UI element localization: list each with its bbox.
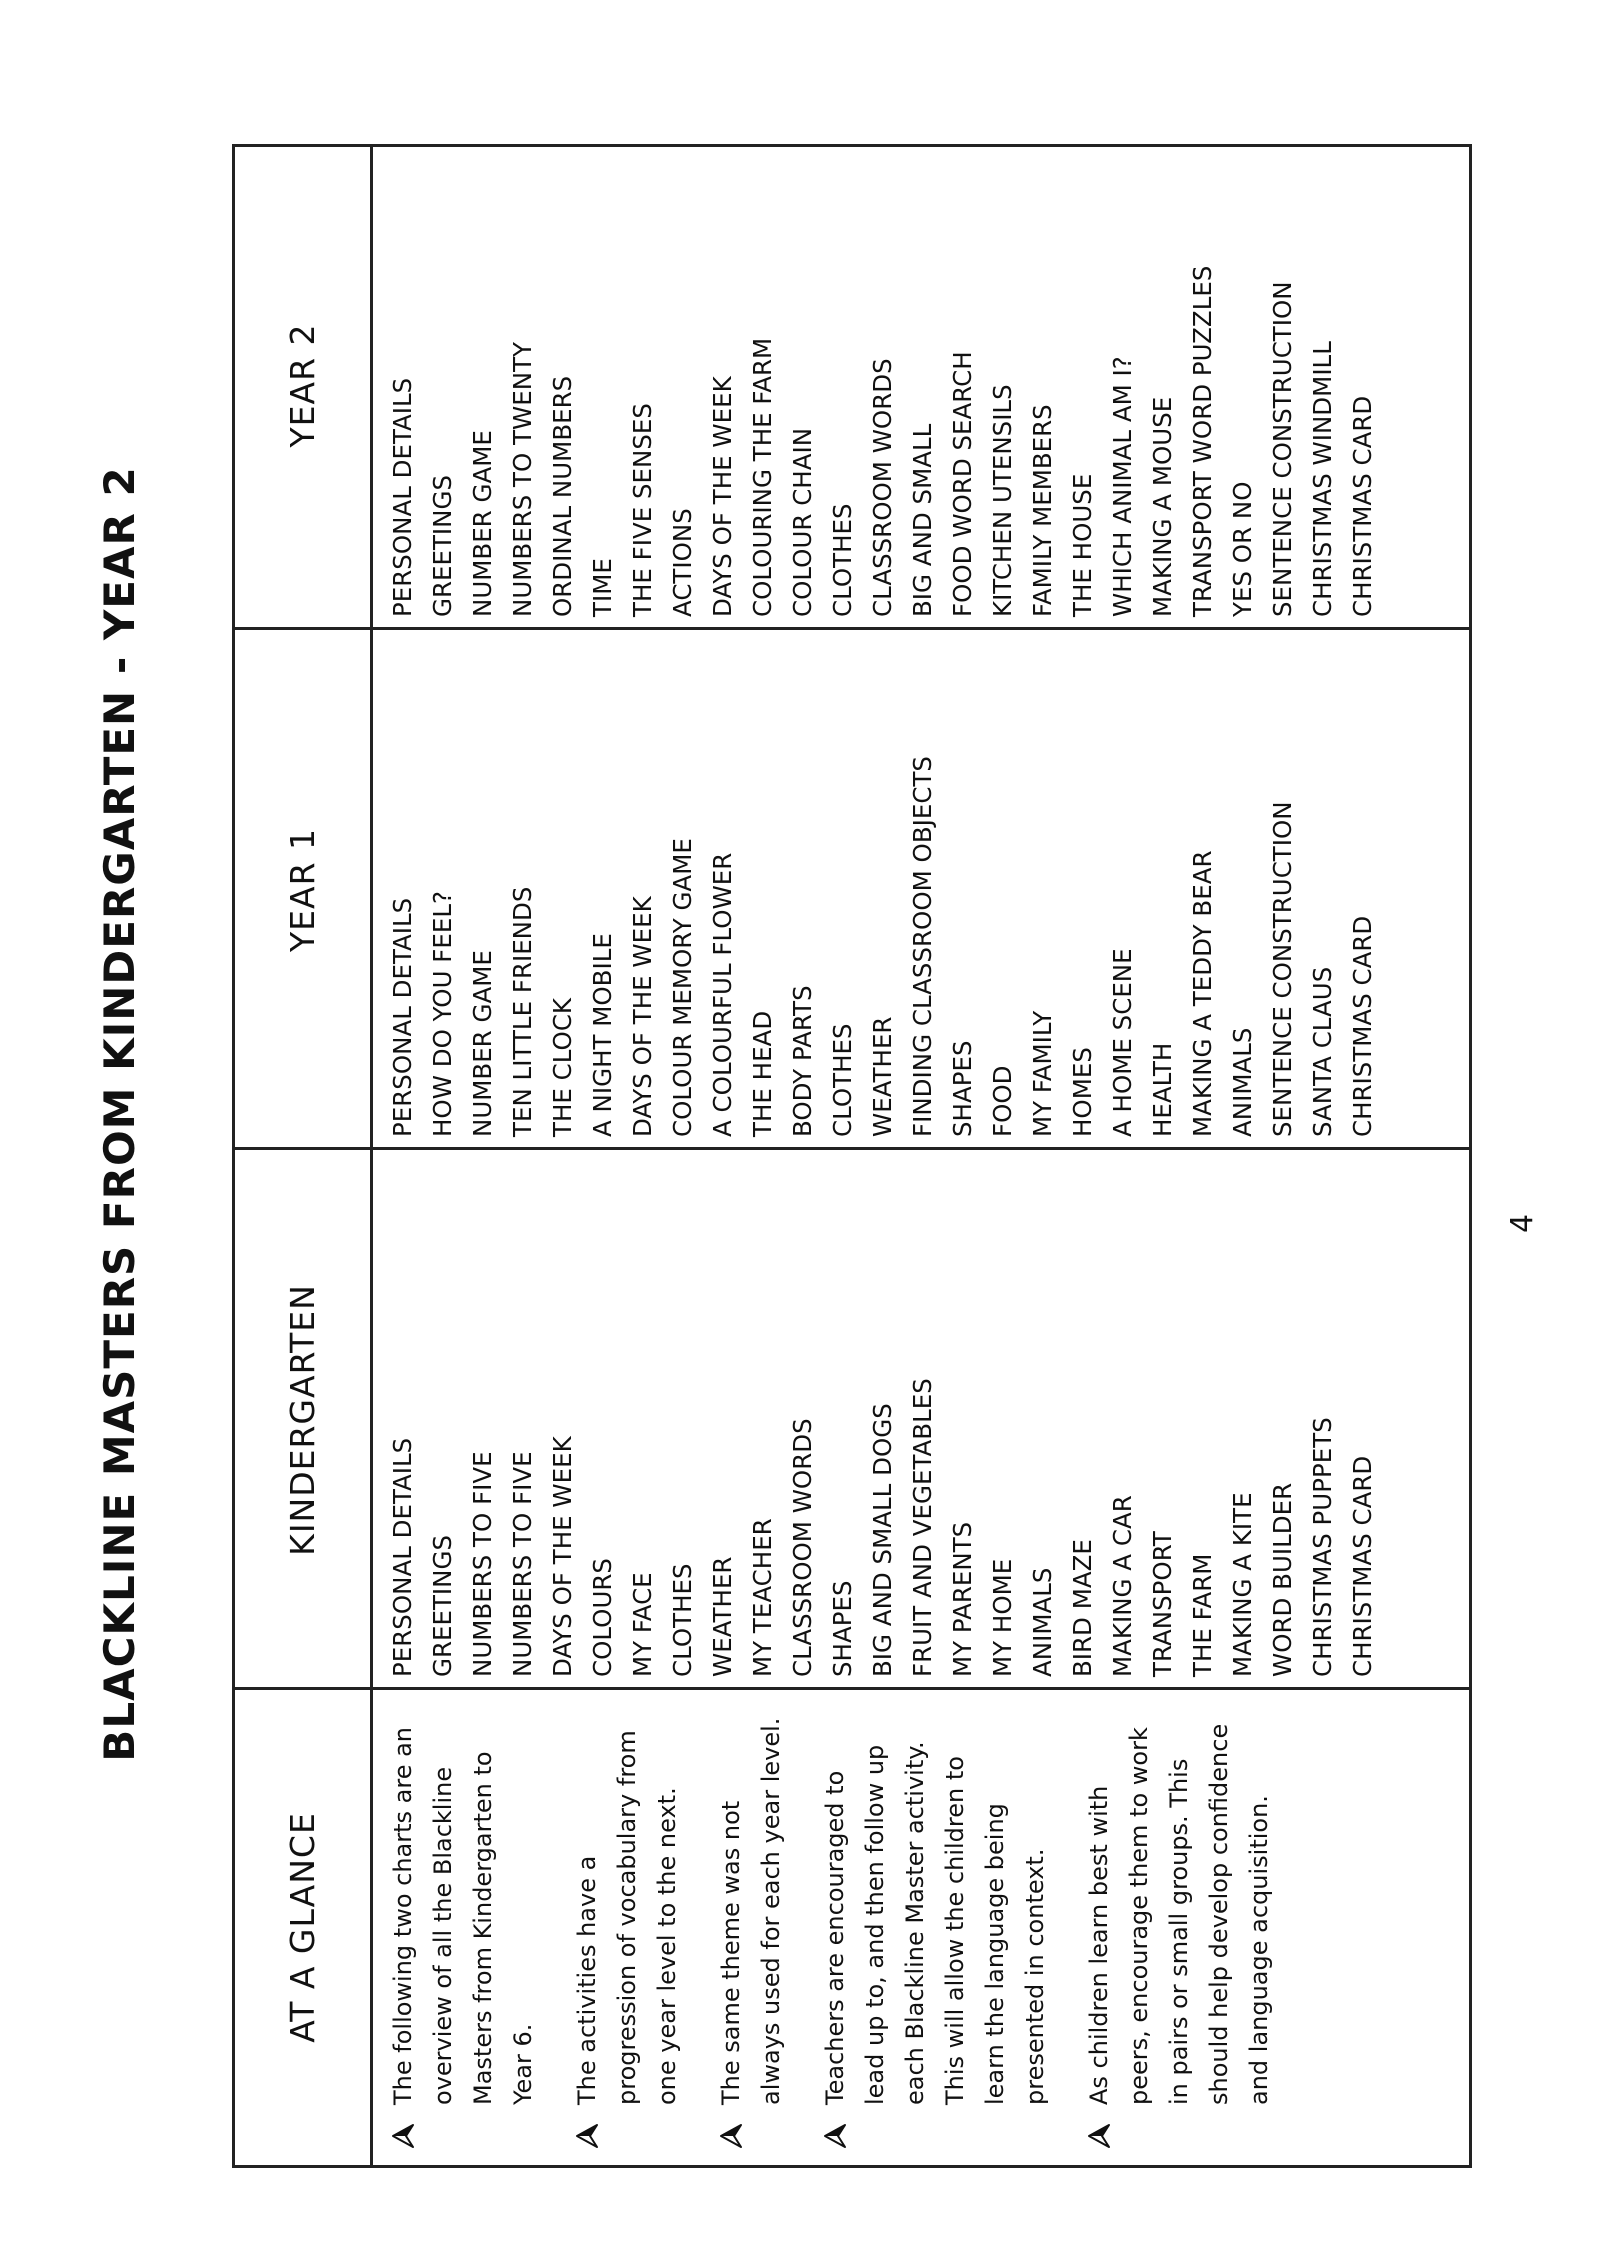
year-2-item: ORDINAL NUMBERS — [548, 375, 577, 617]
kindergarten-item: PERSONAL DETAILS — [388, 1437, 417, 1677]
kindergarten-column — [383, 1378, 1383, 1677]
kindergarten-item: MY HOME — [988, 1558, 1017, 1677]
kindergarten-item: COLOURS — [588, 1558, 617, 1677]
header-year-1: YEAR 1 — [283, 828, 322, 952]
kindergarten-item: SHAPES — [828, 1580, 857, 1677]
year-2-column — [383, 266, 1383, 617]
page-title: BLACKLINE MASTERS FROM KINDERGARTEN - YEAR 2 — [95, 466, 144, 1762]
kindergarten-item: NUMBERS TO FIVE — [468, 1451, 497, 1677]
year-2-item: KITCHEN UTENSILS — [988, 384, 1017, 617]
kindergarten-item: NUMBERS TO FIVE — [508, 1451, 537, 1677]
year-1-item: SANTA CLAUS — [1308, 966, 1337, 1137]
kindergarten-item: WORD BUILDER — [1268, 1482, 1297, 1677]
glance-paragraph — [567, 1713, 687, 2153]
glance-paragraph-text: The activities have a progression of vocabulary from one year level to the next. — [573, 1730, 681, 2105]
year-1-item: SENTENCE CONSTRUCTION — [1268, 801, 1297, 1137]
column-divider — [235, 1147, 1469, 1150]
year-2-item: MAKING A MOUSE — [1148, 396, 1177, 617]
kindergarten-item: THE FARM — [1188, 1553, 1217, 1677]
year-1-item: TEN LITTLE FRIENDS — [508, 886, 537, 1137]
year-1-item: MAKING A TEDDY BEAR — [1188, 850, 1217, 1137]
glance-paragraph — [1079, 1713, 1279, 2153]
year-2-item: CLOTHES — [828, 503, 857, 617]
arrowhead-bullet-icon — [575, 2123, 599, 2149]
kindergarten-item: FRUIT AND VEGETABLES — [908, 1378, 937, 1677]
kindergarten-item: BIG AND SMALL DOGS — [868, 1403, 897, 1677]
year-2-item: GREETINGS — [428, 474, 457, 617]
year-2-item: COLOUR CHAIN — [788, 427, 817, 617]
kindergarten-item: MAKING A KITE — [1228, 1492, 1257, 1677]
glance-paragraph-text: The following two charts are an overview of all the Blackline Masters from Kindergarten to Year 6. — [389, 1726, 537, 2105]
year-1-item: CLOTHES — [828, 1023, 857, 1137]
year-1-item: THE CLOCK — [548, 998, 577, 1137]
glance-paragraph-text: As children learn best with peers, encourage them to work in pairs or small groups. This should help develop confidence and language acquisition. — [1085, 1723, 1273, 2105]
table-header-row — [235, 147, 373, 2165]
kindergarten-item: CLASSROOM WORDS — [788, 1418, 817, 1677]
year-1-column — [383, 756, 1383, 1137]
header-year-2: YEAR 2 — [283, 323, 322, 448]
kindergarten-item: GREETINGS — [428, 1534, 457, 1677]
kindergarten-item: DAYS OF THE WEEK — [548, 1436, 577, 1677]
kindergarten-item: MY PARENTS — [948, 1521, 977, 1677]
year-1-item: HOMES — [1068, 1047, 1097, 1137]
year-2-item: ACTIONS — [668, 508, 697, 617]
kindergarten-item: WEATHER — [708, 1556, 737, 1677]
year-2-item: BIG AND SMALL — [908, 423, 937, 617]
year-2-item: TRANSPORT WORD PUZZLES — [1188, 265, 1217, 617]
arrowhead-bullet-icon — [719, 2123, 743, 2149]
year-2-item: COLOURING THE FARM — [748, 337, 777, 617]
glance-paragraph — [815, 1713, 1055, 2153]
year-2-item: THE HOUSE — [1068, 473, 1097, 617]
year-1-item: MY FAMILY — [1028, 1010, 1057, 1137]
year-2-item: YES OR NO — [1228, 481, 1257, 617]
year-2-item: SENTENCE CONSTRUCTION — [1268, 281, 1297, 617]
column-divider — [235, 627, 1469, 630]
kindergarten-item: ANIMALS — [1028, 1567, 1057, 1677]
kindergarten-item: BIRD MAZE — [1068, 1539, 1097, 1677]
arrowhead-bullet-icon — [823, 2123, 847, 2149]
glance-paragraph — [711, 1713, 791, 2153]
year-2-item: FAMILY MEMBERS — [1028, 404, 1057, 617]
kindergarten-item: CHRISTMAS PUPPETS — [1308, 1417, 1337, 1677]
year-1-item: HOW DO YOU FEEL? — [428, 891, 457, 1137]
overview-table — [232, 144, 1472, 2168]
year-1-item: SHAPES — [948, 1040, 977, 1137]
kindergarten-item: CLOTHES — [668, 1563, 697, 1677]
year-1-item: A NIGHT MOBILE — [588, 933, 617, 1137]
year-2-item: CHRISTMAS WINDMILL — [1308, 341, 1337, 617]
at-a-glance-column — [383, 1713, 1303, 2153]
year-2-item: CHRISTMAS CARD — [1348, 395, 1377, 617]
year-2-item: FOOD WORD SEARCH — [948, 351, 977, 617]
year-2-item: THE FIVE SENSES — [628, 403, 657, 617]
year-1-item: WEATHER — [868, 1016, 897, 1137]
arrowhead-bullet-icon — [391, 2123, 415, 2149]
year-2-item: PERSONAL DETAILS — [388, 377, 417, 617]
year-1-item: A COLOURFUL FLOWER — [708, 852, 737, 1137]
year-1-item: A HOME SCENE — [1108, 948, 1137, 1137]
year-1-item: PERSONAL DETAILS — [388, 897, 417, 1137]
year-2-item: NUMBERS TO TWENTY — [508, 341, 537, 617]
header-kindergarten: KINDERGARTEN — [283, 1284, 322, 1556]
year-2-item: CLASSROOM WORDS — [868, 358, 897, 617]
kindergarten-item: MY TEACHER — [748, 1518, 777, 1677]
year-1-item: ANIMALS — [1228, 1027, 1257, 1137]
kindergarten-item: TRANSPORT — [1148, 1531, 1177, 1677]
year-1-item: THE HEAD — [748, 1010, 777, 1137]
glance-paragraph-text: The same theme was not always used for each year level. — [717, 1717, 785, 2105]
year-1-item: FINDING CLASSROOM OBJECTS — [908, 756, 937, 1137]
page-number: 4 — [1505, 1213, 1540, 1233]
kindergarten-item: MY FACE — [628, 1572, 657, 1677]
year-2-item: DAYS OF THE WEEK — [708, 376, 737, 617]
year-1-item: CHRISTMAS CARD — [1348, 915, 1377, 1137]
arrowhead-bullet-icon — [1087, 2123, 1111, 2149]
year-1-item: FOOD — [988, 1065, 1017, 1137]
header-at-a-glance: AT A GLANCE — [283, 1812, 322, 2043]
glance-paragraph-text: Teachers are encouraged to lead up to, and then follow up each Blackline Master activity. This will allow the children to learn the language being presented in context. — [821, 1741, 1049, 2105]
kindergarten-item: CHRISTMAS CARD — [1348, 1455, 1377, 1677]
year-1-item: COLOUR MEMORY GAME — [668, 838, 697, 1137]
year-1-item: DAYS OF THE WEEK — [628, 896, 657, 1137]
year-2-item: NUMBER GAME — [468, 430, 497, 617]
year-2-item: TIME — [588, 558, 617, 617]
column-divider — [235, 1687, 1469, 1690]
year-1-item: BODY PARTS — [788, 985, 817, 1137]
kindergarten-item: MAKING A CAR — [1108, 1495, 1137, 1677]
year-1-item: NUMBER GAME — [468, 950, 497, 1137]
year-2-item: WHICH ANIMAL AM I? — [1108, 356, 1137, 617]
glance-paragraph — [383, 1713, 543, 2153]
year-1-item: HEALTH — [1148, 1042, 1177, 1137]
